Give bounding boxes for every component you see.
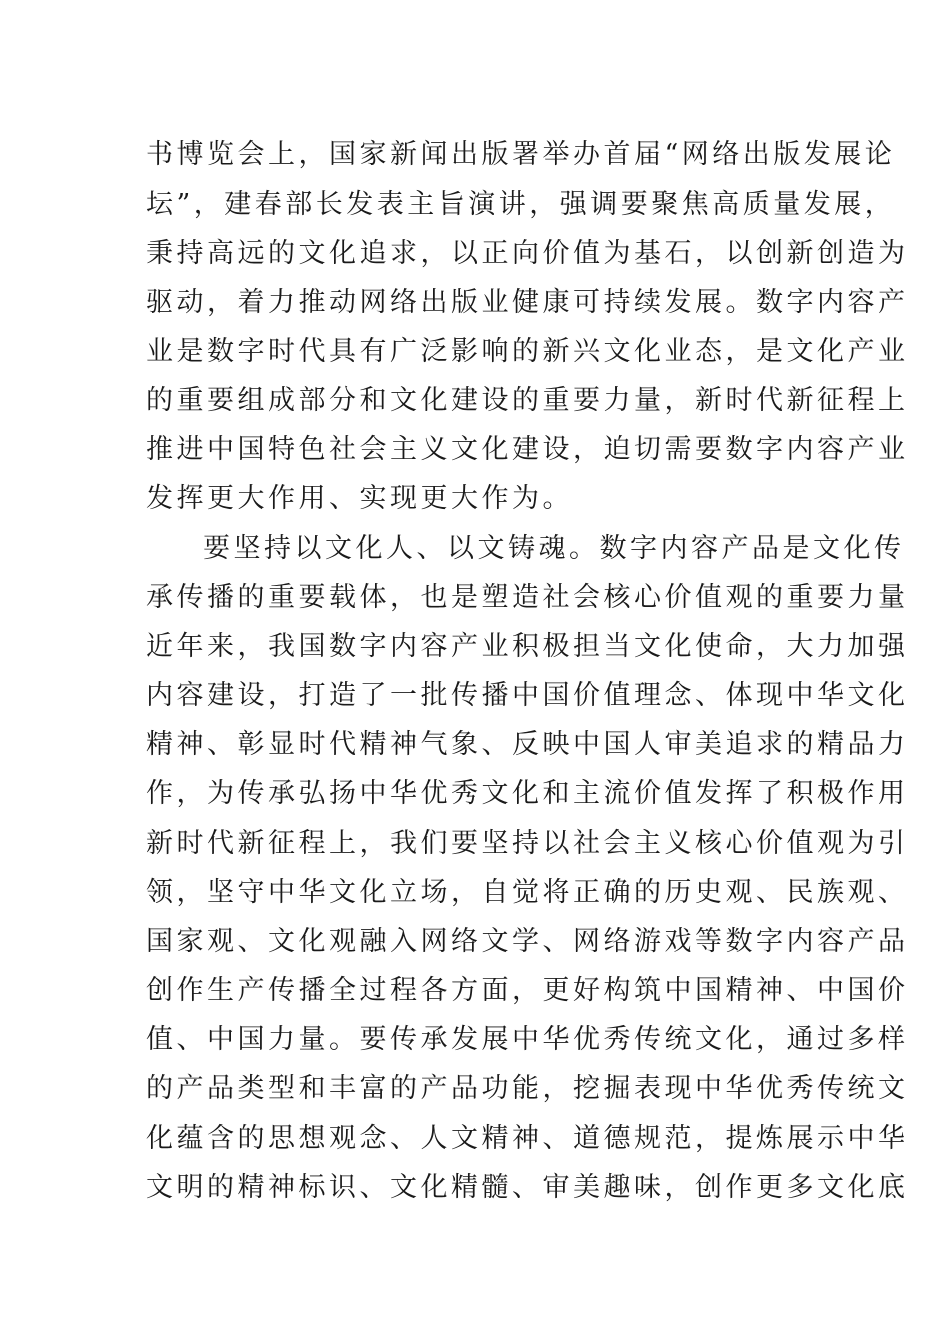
text-line: 作，为传承弘扬中华优秀文化和主流价值发挥了积极作用 [146,778,909,809]
text-line: 创作生产传播全过程各方面，更好构筑中国精神、中国价 [146,975,909,1006]
text-line: 秉持高远的文化追求，以正向价值为基石，以创新创造为 [146,238,909,269]
text-line: 文明的精神标识、文化精髓、审美趣味，创作更多文化底 [146,1172,909,1203]
text-line: 的重要组成部分和文化建设的重要力量，新时代新征程上 [146,385,909,416]
text-line: 新时代新征程上，我们要坚持以社会主义核心价值观为引 [146,828,909,859]
text-line: 发挥更大作用、实现更大作为。 [146,483,573,514]
text-line: 内容建设，打造了一批传播中国价值理念、体现中华文化 [146,680,909,711]
text-line: 化蕴含的思想观念、人文精神、道德规范，提炼展示中华 [146,1123,909,1154]
text-line: 书博览会上，国家新闻出版署举办首届“网络出版发展论 [146,139,896,170]
text-line: 承传播的重要载体，也是塑造社会核心价值观的重要力量 [146,582,909,613]
text-line: 近年来，我国数字内容产业积极担当文化使命，大力加强 [146,631,909,662]
text-line: 值、中国力量。要传承发展中华优秀传统文化，通过多样 [146,1024,909,1055]
text-line: 的产品类型和丰富的产品功能，挖掘表现中华优秀传统文 [146,1073,909,1104]
text-line: 国家观、文化观融入网络文学、网络游戏等数字内容产品 [146,926,909,957]
text-line: 领，坚守中华文化立场，自觉将正确的历史观、民族观、 [146,877,909,908]
text-line: 坛”，建春部长发表主旨演讲，强调要聚焦高质量发展， [146,189,896,220]
text-line: 驱动，着力推动网络出版业健康可持续发展。数字内容产 [146,287,909,318]
text-line: 业是数字时代具有广泛影响的新兴文化业态，是文化产业 [146,336,909,367]
text-line: 精神、彰显时代精神气象、反映中国人审美追求的精品力 [146,729,909,760]
text-line: 推进中国特色社会主义文化建设，迫切需要数字内容产业 [146,434,909,465]
text-line: 要坚持以文化人、以文铸魂。数字内容产品是文化传 [203,533,905,564]
